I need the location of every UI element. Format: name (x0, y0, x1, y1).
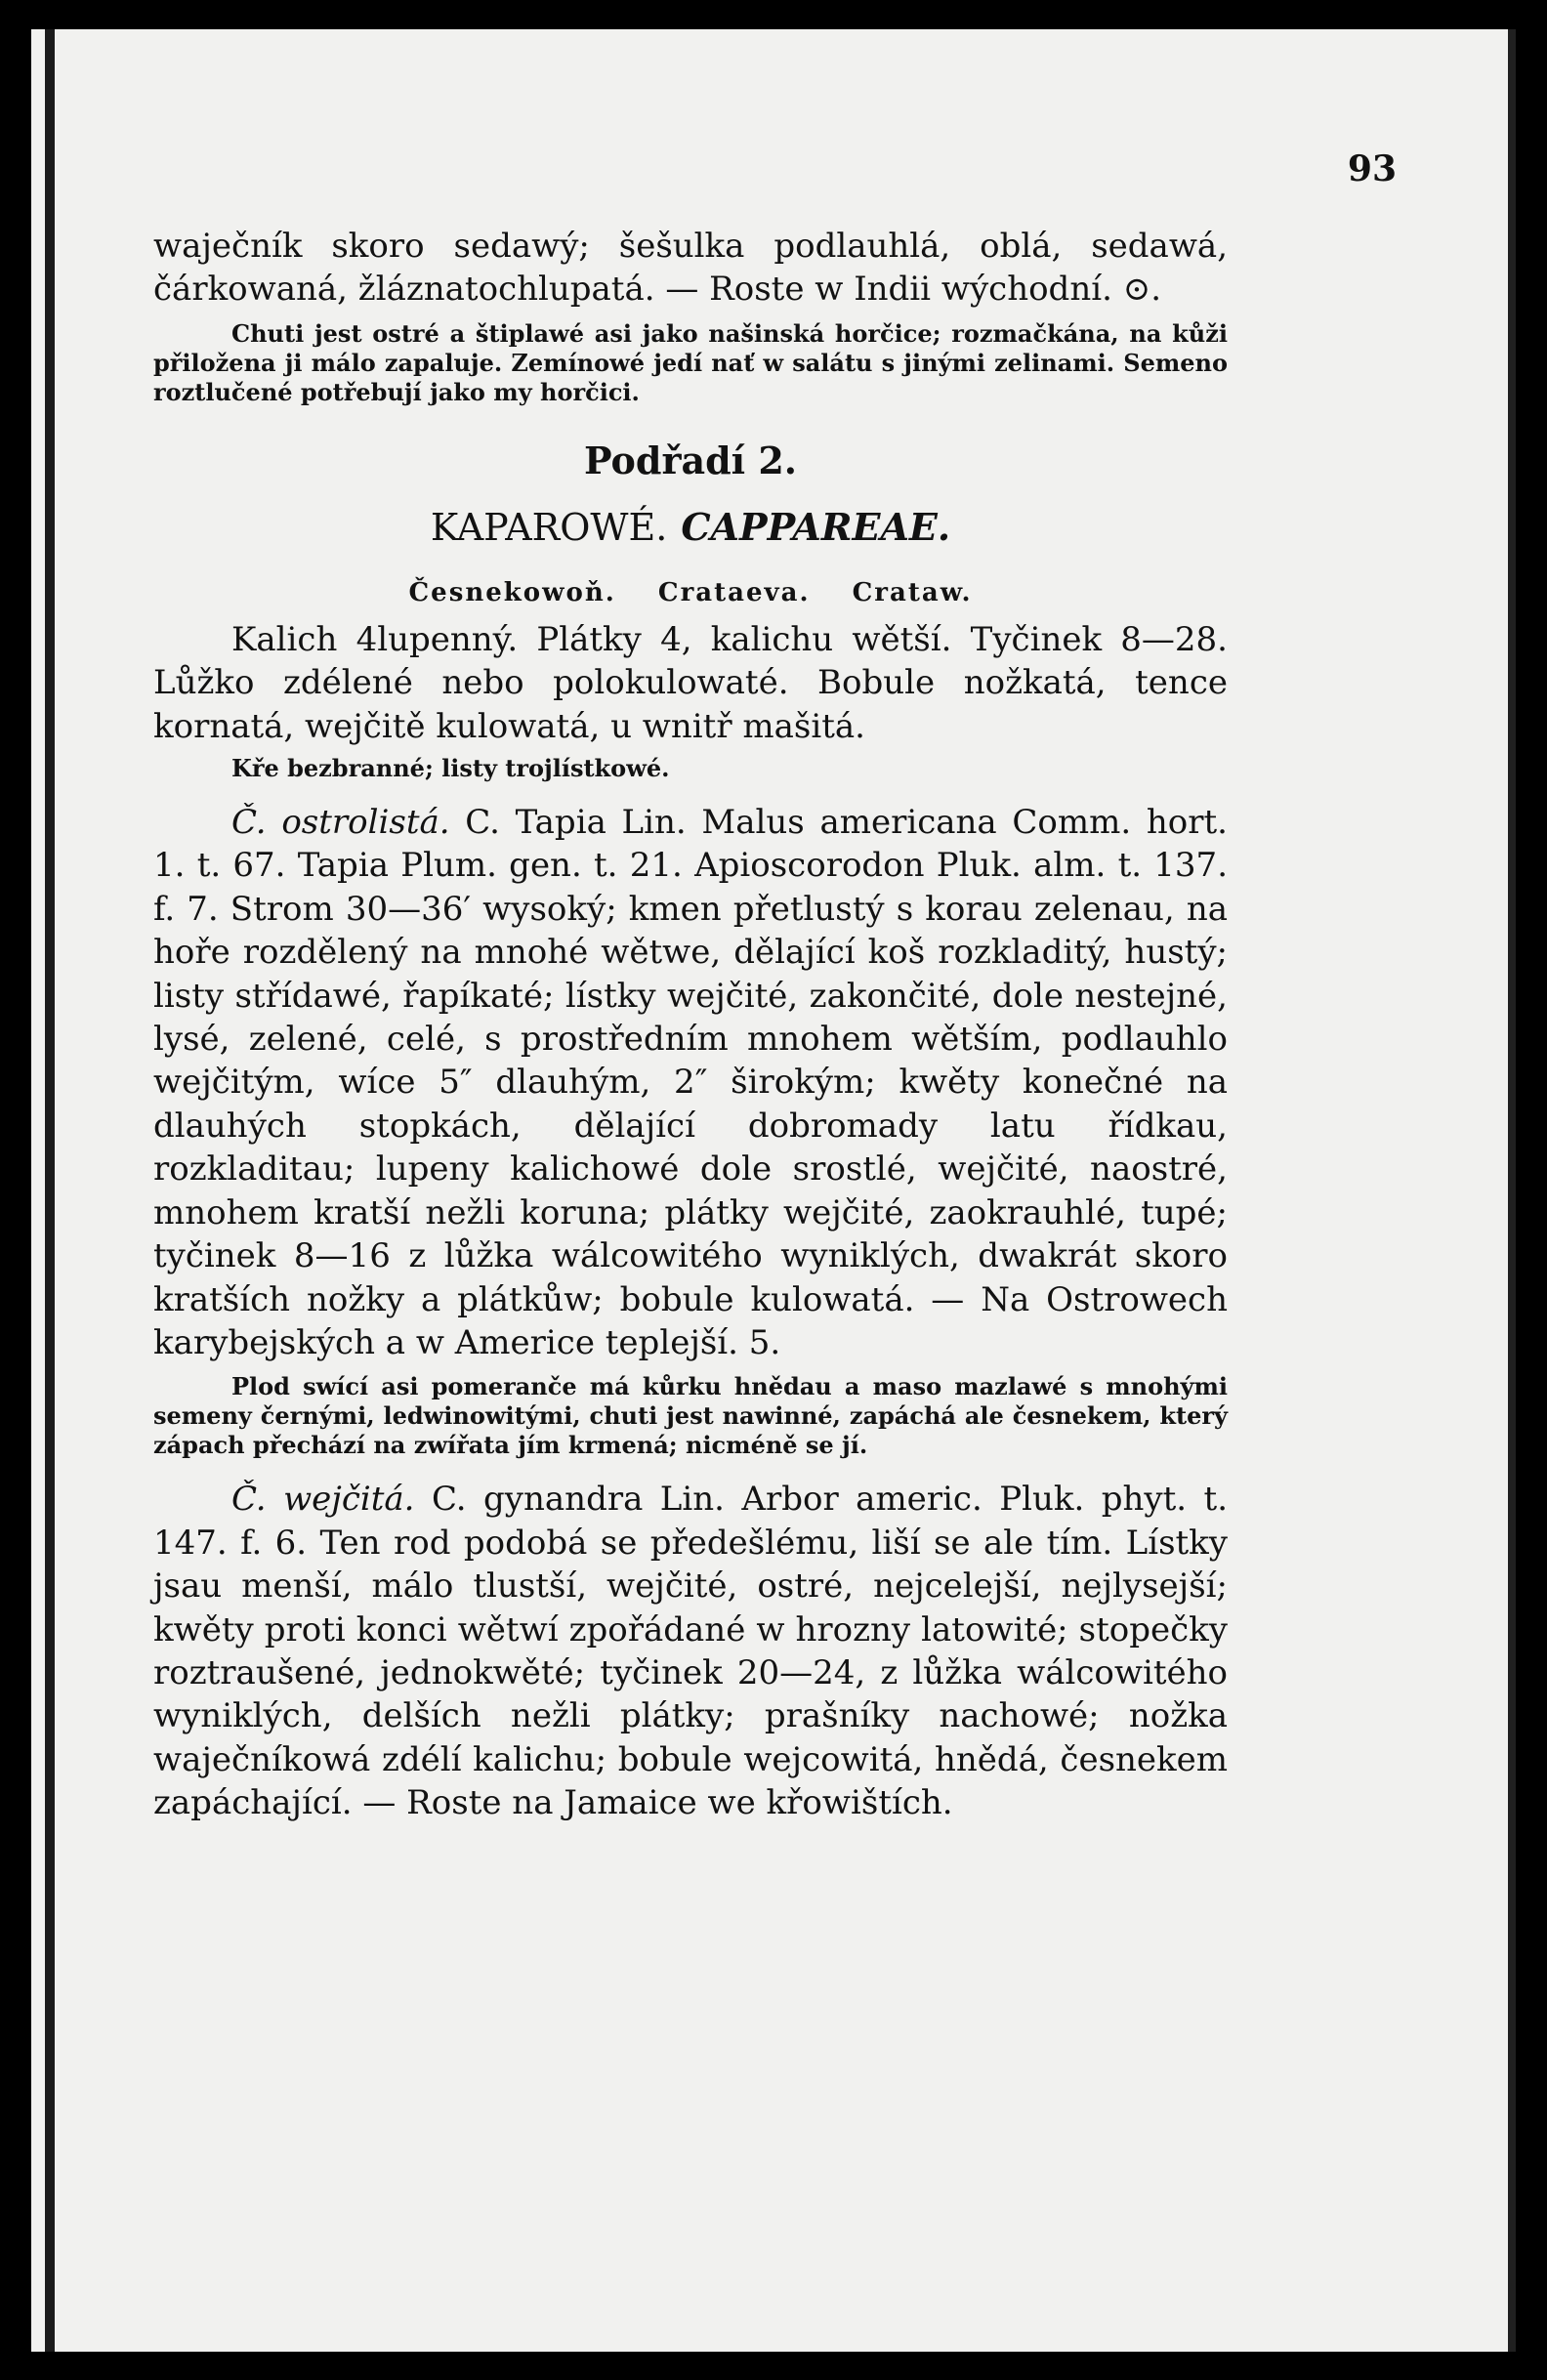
edge-mark (6, 2018, 16, 2027)
right-margin-rule (1508, 29, 1516, 2352)
genus-name-latin: Crataeva. (657, 577, 811, 607)
genus-name-alt: Crataw. (852, 577, 973, 607)
genus-note: Kře bezbranné; listy trojlístkowé. (231, 754, 670, 783)
text-block (153, 225, 1228, 1825)
continuation-paragraph: waječník skoro sedawý; šešulka podlauhlá, oblá, sedawá, čárkowaná, žláznatochlupatá. — Roste w Indii wýchodní. ⊙. (153, 227, 1228, 310)
species-1-text: C. Tapia Lin. Malus americana Comm. hort. 1. t. 67. Tapia Plum. gen. t. 21. Apioscorodon Pluk. alm. t. 137. f. 7. Strom 30—36′ wysoký; kmen přetlustý s korau zelenau, na hoře rozdělený na mnohé wětwe, dělající koš rozkladitý, hustý; listy střídawé, řapíkaté; lístky wejčité, zakončité, dole nestejné, lysé, zelené, celé, s prostředním mnohem wětším, podlauhlo wejčitým, wíce 5″ dlauhým, 2″ širokým; kwěty konečné na dlauhých stopkách, dělající dobromady latu řídkau, rozkladitau; lupeny kalichowé dole srostlé, wejčité, naostré, mnohem kratší nežli koruna; plátky wejčité, zaokrauhlé, tupé; tyčinek 8—16 z lůžka wálcowitého wyniklých, dwakrát skoro kratších nožky a plátkůw; bobule kulowatá. — Na Ostrowech karybejských a w Americe teplejší. 5. (153, 803, 1228, 1362)
usage-note-2: Plod swící asi pomeranče má kůrku hnědau a maso mazlawé s mnohými semeny černými, ledwinowitými, chuti jest nawinné, zapáchá ale česnekem, který zápach přechází na zwířata jím krmená; nicméně se jí. (153, 1372, 1228, 1460)
genus-name-czech: Česnekowoň. (408, 577, 616, 607)
usage-note-1: Chuti jest ostré a štiplawé asi jako našinská horčice; rozmačkána, na kůži přiložena ji málo zapaluje. Zemínowé jedí nať w salátu s jinými zelinami. Semeno roztlučené potřebují jako my horčici. (153, 318, 1228, 406)
species-2-entry (153, 1478, 1228, 1824)
family-heading (153, 503, 1228, 552)
family-czech: KAPAROWÉ. (430, 505, 668, 549)
family-latin: CAPPAREAE. (681, 504, 951, 549)
page-number: 93 (1347, 148, 1397, 189)
genus-description: Kalich 4lupenný. Plátky 4, kalichu wětší. Tyčinek 8—28. Lůžko zdélené nebo polokulowaté. Bobule nožkatá, tence kornatá, wejčitě kulowatá, u wnitř mašitá. (153, 619, 1228, 746)
subordo-heading: Podřadí 2. (583, 438, 798, 482)
species-1-entry (153, 801, 1228, 1364)
genus-names (153, 573, 1228, 612)
book-page (31, 29, 1516, 2352)
species-2-text: C. gynandra Lin. Arbor americ. Pluk. phyt. t. 147. f. 6. Ten rod podobá se předešlému, liší se ale tím. Lístky jsau menší, málo tlustší, wejčité, ostré, nejcelejší, nejlysejší; kwěty proti konci wětwí zpořádané w hrozny latowité; stopečky roztraušené, jednokwěté; tyčinek 20—24, z lůžka wálcowitého wyniklých, delších nežli plátky; prašníky nachowé; nožka waječníkowá zdélí kalichu; bobule wejcowitá, hnědá, česnekem zapáchající. — Roste na Jamaice we křowištích. (153, 1480, 1229, 1823)
species-1-name: Č. ostrolistá. (231, 803, 450, 843)
left-margin-rule (45, 29, 55, 2352)
species-2-name: Č. wejčitá. (231, 1480, 415, 1520)
